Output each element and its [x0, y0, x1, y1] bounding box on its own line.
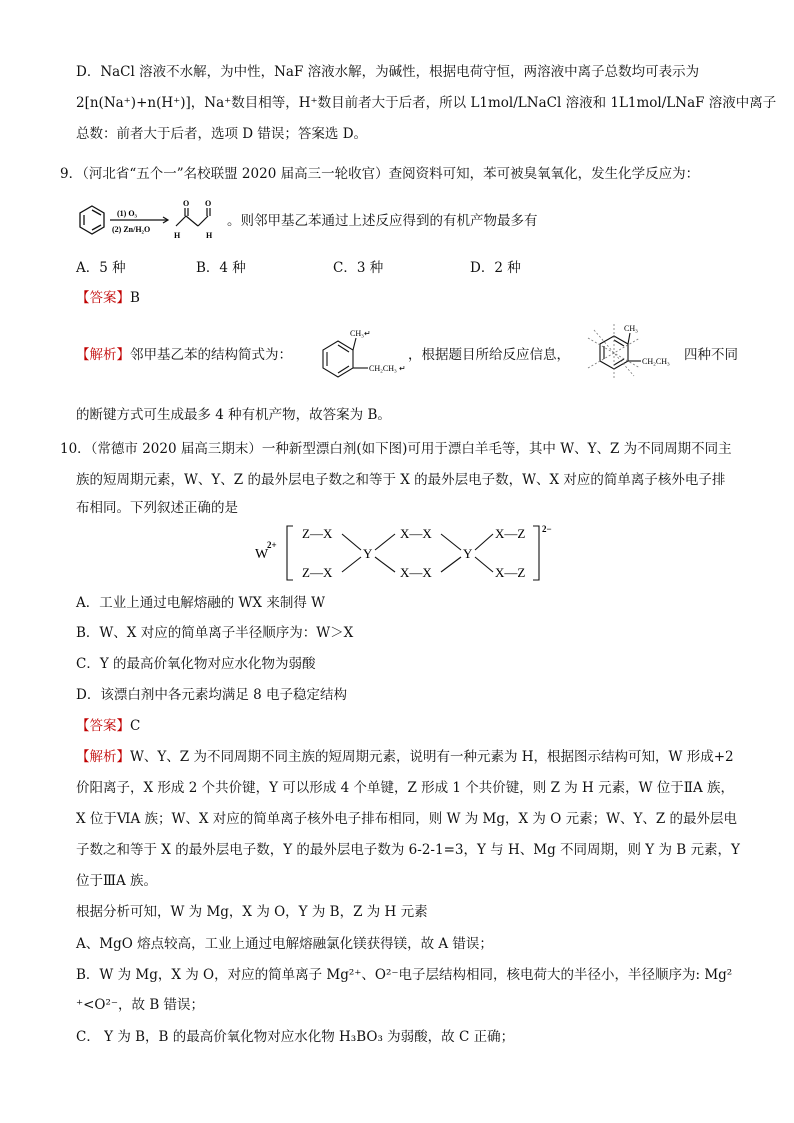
q10-analysis-line3: X 位于ⅥA 族；W、X 对应的简单离子核外电子排布相同，则 W 为 Mg，X 为 O 元素；W、Y、Z 的最外层电	[76, 811, 738, 827]
q10-option-d: D．该漂白剂中各元素均满足 8 电子稳定结构	[76, 687, 347, 703]
q10-option-b: B．W、X 对应的简单离子半径顺序为：W＞X	[76, 625, 354, 641]
q9-answer-value: B	[130, 290, 140, 306]
mol2-ch2ch3-label: CH₂CH₃	[642, 357, 670, 366]
cation-charge: 2+	[267, 540, 277, 550]
q9-option-b: B．4 种	[196, 260, 246, 276]
q9-analysis-line2: 的断键方式可生成最多 4 种有机产物，故答案为 B。	[76, 407, 391, 423]
q9-option-a: A．5 种	[76, 260, 126, 276]
q10-explanation-a: A、MgO 熔点较高，工业上通过电解熔融氯化镁获得镁，故 A 错误；	[76, 936, 493, 952]
bleach-structure-diagram	[255, 520, 565, 586]
prev-option-d-line1: D．NaCl 溶液不水解，为中性，NaF 溶液水解，为碱性，根据电荷守恒，两溶液中离子总数均可表示为	[76, 64, 700, 80]
anion-charge: 2−	[542, 524, 552, 534]
q10-answer	[76, 716, 140, 736]
q9-analysis-start	[76, 345, 292, 365]
q10-analysis-line5: 位于ⅢA 族。	[76, 873, 158, 889]
glyoxal-product-icon	[176, 208, 210, 226]
mol1-return-mark: ↵	[364, 329, 371, 338]
q10-answer-label: 【答案】	[76, 718, 130, 734]
q10-answer-value: C	[130, 718, 141, 734]
benzene-ring-icon	[600, 333, 641, 369]
q9-after-reaction: 。则邻甲基乙苯通过上述反应得到的有机产物最多有	[227, 213, 538, 229]
q10-analysis-line1	[76, 747, 734, 767]
zx-bottom: Z—X	[302, 565, 333, 580]
prev-option-d-line2: 2[n(Na⁺)+n(H⁺)]，Na⁺数目相等，H⁺数目前者大于后者，所以 L1mol/LNaCl 溶液和 1L1mol/LNaF 溶液中离子	[76, 95, 777, 111]
xz-bottom: X—Z	[495, 565, 526, 580]
bond-cleavage-structure	[574, 320, 682, 382]
benzene-ring-icon	[323, 338, 368, 377]
mol1-ch2ch3-label: CH₂CH₃	[369, 364, 397, 373]
q10-explanation-b-cont: ⁺<O²⁻，故 B 错误；	[76, 997, 205, 1013]
q10-explanation-b: B．W 为 Mg，X 为 O，对应的简单离子 Mg²⁺、O²⁻电子层结构相同，核电荷大的半径小，半径顺序为: Mg²	[76, 967, 733, 983]
reaction-step2: (2) Zn/H₂O	[112, 225, 151, 234]
product-oxygen-1: O	[183, 199, 190, 208]
q10-option-c: C．Y 的最高价氧化物对应水化物为弱酸	[76, 656, 316, 672]
cation-w: W	[255, 547, 269, 562]
q9-analysis-part3: 四种不同	[684, 347, 738, 363]
left-bracket-icon	[287, 526, 293, 580]
q9-analysis-label: 【解析】	[76, 347, 130, 363]
q9-analysis-part2: ，根据题目所给反应信息，	[408, 347, 570, 363]
q10-stem-line3: 布相同。下列叙述正确的是	[76, 500, 238, 516]
q10-summary: 根据分析可知，W 为 Mg，X 为 O，Y 为 B，Z 为 H 元素	[76, 904, 428, 920]
q10-stem-line2: 族的短周期元素，W、Y、Z 的最外层电子数之和等于 X 的最外层电子数，W、X 对应的简单离子核外电子排	[76, 472, 726, 488]
q9-answer-label: 【答案】	[76, 290, 130, 306]
xz-top: X—Z	[495, 526, 526, 541]
mol2-ch3-label: CH₃	[624, 324, 638, 333]
product-hydrogen-2: H	[206, 231, 213, 240]
q10-analysis-text-1: W、Y、Z 为不同周期不同主族的短周期元素，说明有一种元素为 H，根据图示结构可知，W 形成+2	[130, 749, 734, 765]
y-left: Y	[363, 546, 373, 561]
q9-option-d: D．2 种	[470, 260, 521, 276]
q10-analysis-label: 【解析】	[76, 749, 130, 765]
o-methylethylbenzene-structure	[310, 326, 405, 386]
xx-top: X—X	[400, 526, 432, 541]
mol1-return-mark-2: ↵	[399, 364, 406, 373]
q10-analysis-line2: 价阳离子，X 形成 2 个共价键，Y 可以形成 4 个单键，Z 形成 1 个共价键，则 Z 为 H 元素，W 位于ⅡA 族，	[76, 780, 734, 796]
reaction-step1: (1) O₃	[117, 209, 137, 218]
prev-option-d-line3: 总数：前者大于后者，选项 D 错误；答案选 D。	[76, 126, 368, 142]
y-right: Y	[463, 546, 473, 561]
xx-bottom: X—X	[400, 565, 432, 580]
q9-answer	[76, 288, 140, 308]
zx-top: Z—X	[302, 526, 333, 541]
product-oxygen-2: O	[205, 199, 212, 208]
q9-option-c: C．3 种	[333, 260, 384, 276]
benzene-ring-icon	[80, 206, 104, 234]
q10-option-a: A．工业上通过电解熔融的 WX 来制得 W	[76, 595, 325, 611]
q9-stem: 9．（河北省“五个一”名校联盟 2020 届高三一轮收官）查阅资料可知，苯可被臭氧氧化，发生化学反应为：	[60, 166, 700, 182]
q10-analysis-line4: 子数之和等于 X 的最外层电子数，Y 的最外层电子数为 6-2-1=3，Y 与 H、Mg 不同周期，则 Y 为 B 元素，Y	[76, 842, 740, 858]
product-hydrogen-1: H	[174, 231, 181, 240]
q10-explanation-c: C． Y 为 B，B 的最高价氧化物对应水化物 H₃BO₃ 为弱酸，故 C 正确；	[76, 1029, 515, 1045]
right-bracket-icon	[533, 526, 539, 580]
q9-analysis-part1: 邻甲基乙苯的结构简式为：	[130, 347, 292, 363]
q10-stem-line1: 10．（常德市 2020 届高三期末）一种新型漂白剂(如下图)可用于漂白羊毛等，其中 W、Y、Z 为不同周期不同主	[60, 441, 732, 457]
mol1-ch3-label: CH₃	[350, 329, 364, 338]
benzene-ozonolysis-reaction	[76, 196, 226, 244]
